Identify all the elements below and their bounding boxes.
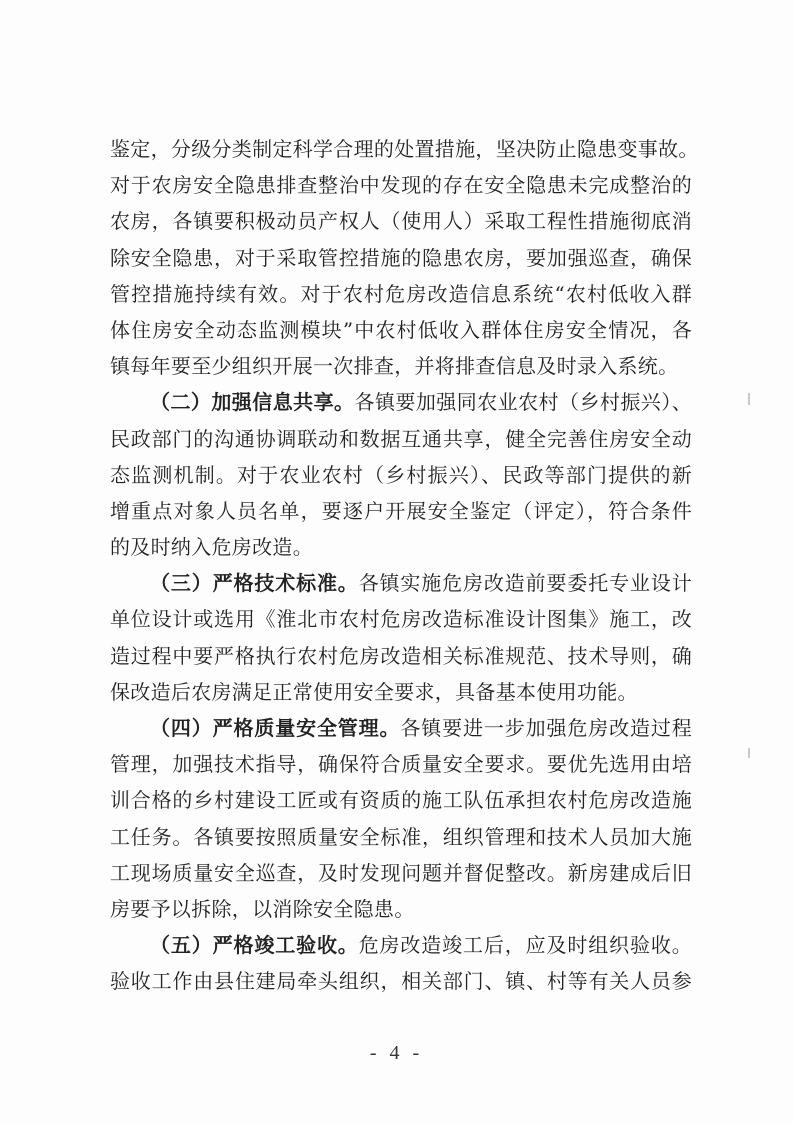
- line-text: 民政部门的沟通协调联动和数据互通共享，健全完善住房安全动: [110, 426, 692, 451]
- paragraph-line: [110, 674, 692, 710]
- section-heading: （三）严格技术标准。: [150, 571, 359, 596]
- paragraph-line: [110, 348, 692, 384]
- line-text: 单位设计或选用《淮北市农村危房改造标准设计图集》施工，改: [110, 607, 692, 632]
- scan-mark: [748, 748, 750, 758]
- line-text: 造过程中要严格执行农村危房改造相关标准规范、技术导则，确: [110, 643, 692, 668]
- paragraph-line: [110, 421, 692, 457]
- paragraph-line-heading: [110, 384, 692, 420]
- paragraph-line: [110, 782, 692, 818]
- paragraph-line: [110, 855, 692, 891]
- section-heading: （五）严格竣工验收。: [150, 933, 359, 958]
- paragraph-line: [110, 276, 692, 312]
- line-text: 各镇要加强同农业农村（乡村振兴）、: [354, 390, 692, 415]
- line-text: 工现场质量安全巡查，及时发现问题并督促整改。新房建成后旧: [110, 860, 692, 885]
- line-text: 鉴定，分级分类制定科学合理的处置措施，坚决防止隐患变事故。: [110, 137, 699, 161]
- line-text: 危房改造竣工后，应及时组织验收。: [358, 933, 692, 958]
- line-text: 态监测机制。对于农业农村（乡村振兴）、民政等部门提供的新: [110, 462, 692, 487]
- paragraph-line-heading: [110, 927, 692, 963]
- paragraph-line: [110, 963, 692, 999]
- paragraph-line: [110, 493, 692, 529]
- line-text: 训合格的乡村建设工匠或有资质的施工队伍承担农村危房改造施: [110, 788, 692, 813]
- section-heading: （二）加强信息共享。: [150, 390, 355, 415]
- line-text: 体住房安全动态监测模块”中农村低收入群体住房安全情况，各: [110, 317, 692, 342]
- line-text: 各镇要进一步加强危房改造过程: [400, 716, 692, 740]
- line-text: 验收工作由县住建局牵头组织，相关部门、镇、村等有关人员参: [110, 969, 692, 994]
- line-text: 除安全隐患，对于采取管控措施的隐患农房，要加强巡查，确保: [110, 245, 692, 270]
- line-text: 增重点对象人员名单，要逐户开展安全鉴定（评定），符合条件: [110, 498, 692, 523]
- line-text: 各镇实施危房改造前要委托专业设计: [358, 571, 692, 596]
- page-number: - 4 -: [369, 1042, 424, 1064]
- line-text: 工任务。各镇要按照质量安全标准，组织管理和技术人员加大施: [110, 824, 692, 849]
- paragraph-line: [110, 457, 692, 493]
- line-text: 镇每年要至少组织开展一次排查，并将排查信息及时录入系统。: [110, 354, 679, 379]
- paragraph-line: [110, 638, 692, 674]
- line-text: 房要予以拆除，以消除安全隐患。: [110, 896, 415, 921]
- paragraph-line-heading: [110, 565, 692, 601]
- paragraph-line: [110, 601, 692, 637]
- paragraph-line: [110, 891, 692, 927]
- line-text: 管理，加强技术指导，确保符合质量安全要求。要优先选用由培: [110, 752, 692, 777]
- line-text: 对于农房安全隐患排查整治中发现的存在安全隐患未完成整治的: [110, 173, 692, 198]
- paragraph-line: [110, 131, 699, 167]
- section-heading: （四）严格质量安全管理。: [150, 716, 401, 740]
- paragraph-line: [110, 819, 692, 855]
- line-text: 管控措施持续有效。对于农村危房改造信息系统“农村低收入群: [110, 281, 692, 306]
- line-text: 的及时纳入危房改造。: [110, 535, 313, 560]
- scan-mark: [748, 393, 750, 405]
- paragraph-line: [110, 746, 692, 782]
- paragraph-line: [110, 529, 692, 565]
- body-text: [110, 131, 699, 1000]
- paragraph-line-heading: [110, 710, 692, 746]
- paragraph-line: [110, 312, 692, 348]
- paragraph-line: [110, 203, 692, 239]
- line-text: 农房，各镇要积极动员产权人（使用人）采取工程性措施彻底消: [110, 209, 692, 234]
- paragraph-line: [110, 167, 692, 203]
- paragraph-line: [110, 240, 692, 276]
- line-text: 保改造后农房满足正常使用安全要求，具备基本使用功能。: [110, 679, 638, 704]
